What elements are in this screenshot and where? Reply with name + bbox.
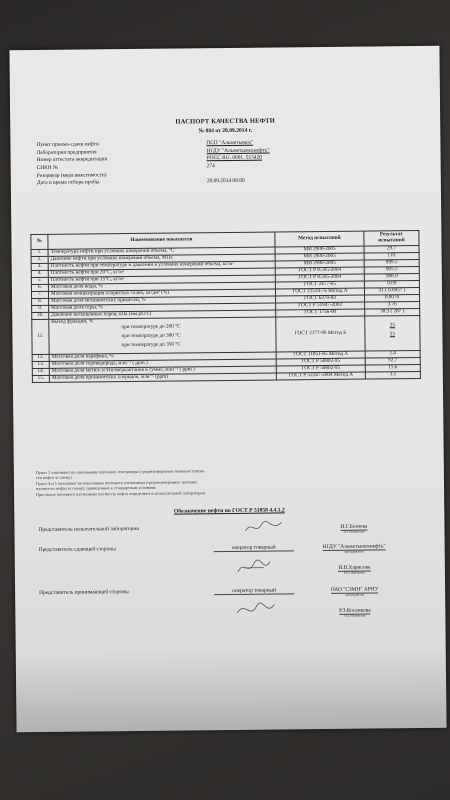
row-method: ГОСТ 21534-76 Метод А bbox=[275, 288, 364, 296]
yield-result: 25 bbox=[389, 330, 396, 337]
row-number: 15. bbox=[32, 375, 49, 382]
row-name: Массовая доля парафина, % bbox=[49, 352, 276, 361]
yield-line: при температуре до 200 °С bbox=[121, 323, 181, 331]
row-result: 3.76 bbox=[365, 301, 420, 309]
row-number: 12. bbox=[32, 354, 49, 361]
signature-label: Представитель сдающей стороны bbox=[38, 546, 116, 553]
page-shadow bbox=[16, 648, 447, 732]
row-number: 1. bbox=[31, 249, 48, 256]
row-name: Массовая доля воды, % bbox=[48, 282, 275, 291]
signature-org-text: ОАО "СЗМН" АРНУ bbox=[330, 586, 379, 593]
signature-name-text: И.В.Харисова bbox=[338, 564, 371, 571]
row-method: ГОСТ Р 8.595-2004 bbox=[275, 267, 364, 275]
document-page bbox=[9, 46, 446, 732]
signature-role: оператор товарный bbox=[214, 544, 294, 552]
row-result: 15.6 bbox=[365, 364, 420, 372]
row-method: ГОСТ 11851-85 Метод А bbox=[276, 351, 365, 359]
row-number: 11. bbox=[32, 319, 49, 354]
signature-supplier bbox=[38, 543, 429, 554]
row-name: Давление нефти при условиях измерений объема, МПа bbox=[48, 254, 275, 263]
meta-value: ПСП "Альметьевск" bbox=[206, 139, 254, 147]
row-name: Плотность нефти при температуре и давлении в условиях измерений объема, кг/м³ bbox=[48, 261, 275, 270]
signature-name-text: Н.Г.Безиева bbox=[340, 523, 368, 530]
row-number: 10. bbox=[32, 312, 49, 319]
meta-value: 274 bbox=[206, 163, 215, 170]
row-name: Массовая доля механических примесей, % bbox=[49, 296, 276, 305]
row-number: 7. bbox=[31, 291, 48, 298]
table-body bbox=[32, 350, 420, 382]
row-number: 4. bbox=[31, 270, 48, 277]
oil-classification: Обозначение нефти по ГОСТ Р 51858 4.4.1.2 bbox=[173, 507, 285, 515]
row-number: 14. bbox=[32, 368, 49, 375]
yield-results bbox=[367, 323, 417, 351]
signature-name-text: Р.З.Косенкова bbox=[339, 607, 371, 614]
meta-label: СИКН № bbox=[36, 164, 59, 172]
quality-table bbox=[30, 230, 421, 383]
table-row bbox=[32, 315, 420, 354]
row-method: ГОСТ Р 50802-95 bbox=[276, 358, 365, 366]
row-method: МИ 2900-2005 bbox=[275, 246, 364, 254]
note-line: сти нефти за смену). bbox=[35, 475, 73, 481]
row-result: 1.01 bbox=[364, 252, 419, 260]
signature-name bbox=[306, 523, 401, 534]
row-result: 31 ( 0.0057 ) bbox=[364, 287, 419, 295]
row-number: 5. bbox=[31, 277, 48, 284]
yield-line: при температуре до 300 °С bbox=[121, 332, 181, 340]
signature-receiver bbox=[39, 586, 429, 597]
meta-label: Резервуар (мера вместимости) bbox=[36, 172, 107, 179]
row-method: ГОСТ 6370-83 bbox=[276, 295, 365, 303]
signature-scribble bbox=[234, 556, 274, 578]
row-name bbox=[49, 317, 276, 354]
yield-result: 25 bbox=[389, 321, 395, 328]
row-method: ГОСТ Р 50802-95 bbox=[276, 365, 365, 373]
row-method: МИ 2900-2005 bbox=[275, 253, 364, 261]
row-result: 908.9 bbox=[364, 273, 419, 281]
row-result: 92.7 bbox=[365, 357, 420, 365]
meta-block bbox=[36, 138, 416, 188]
document-subtitle: № 884 от 28.09.2014 г. bbox=[198, 127, 253, 135]
row-method: ГОСТ 1756-00 bbox=[276, 309, 365, 317]
col-header-result: Результат испытаний bbox=[364, 230, 419, 246]
row-number: 13. bbox=[32, 361, 49, 368]
meta-label: Лаборатория предприятия bbox=[36, 149, 97, 156]
signature-label: Представитель принимающей стороны bbox=[39, 589, 129, 596]
row-result: 2.4 bbox=[365, 350, 420, 358]
signature-caption: предприятие bbox=[344, 549, 364, 554]
note-line: При отказе поточного плотномера плотность нефти определяют в испытательной лаборатории. bbox=[36, 490, 207, 497]
row-result: 905.5 bbox=[364, 266, 419, 274]
signature-name bbox=[307, 564, 402, 575]
row-result bbox=[365, 315, 420, 351]
col-header-number: № bbox=[31, 234, 48, 249]
row-method: ГОСТ 2177-99 Метод Б bbox=[276, 316, 365, 352]
note-line: Пункт 4 и 5 заполняют по показаниям поточного плотномера (среднеизмеренное значение bbox=[35, 479, 198, 486]
row-name: Массовая доля метил- и этилмеркаптанов в сумме, млн⁻¹ ( ppm ) bbox=[49, 366, 276, 375]
signature-org bbox=[307, 543, 402, 554]
row-result: 899.5 bbox=[364, 259, 419, 267]
yield-result bbox=[368, 341, 418, 351]
row-name: Массовая доля органических хлоридов, млн⁻¹ (ppm) bbox=[49, 373, 276, 382]
signature-name bbox=[307, 607, 402, 618]
row-name: Массовая доля серы, % bbox=[49, 303, 276, 312]
signature-caption: И.О.Фамилия bbox=[343, 570, 365, 575]
meta-label: Пункт приема-сдачи нефти bbox=[36, 141, 99, 148]
signature-scribble bbox=[243, 518, 283, 536]
meta-value: РОСС RU. 0001. 515420 bbox=[206, 155, 263, 162]
row-method: ГОСТ Р 51947-2002 bbox=[276, 302, 365, 310]
row-method: МИ 2900-2005 bbox=[275, 260, 364, 268]
row-result: 0.0070 bbox=[365, 294, 420, 302]
yield-title: Выход фракций, % bbox=[51, 318, 94, 326]
signature-caption: И.О.Фамилия bbox=[344, 613, 366, 618]
row-method: ГОСТ Р 8.595-2004 bbox=[275, 274, 364, 282]
meta-label: Дата и время отбора пробы bbox=[36, 179, 100, 187]
row-method: ГОСТ 2477-65 bbox=[275, 281, 364, 289]
meta-label: Номер аттестата аккредитации bbox=[36, 156, 108, 164]
row-method: ГОСТ Р 52247-2004 Метод А bbox=[276, 372, 365, 380]
note-line: Пункт 3 заполняют по показаниям поточного плотномера (среднеизмеренное значение плотно- bbox=[35, 468, 206, 476]
row-result: 29.7 bbox=[364, 245, 419, 253]
signature-lab bbox=[38, 523, 428, 535]
row-number: 6. bbox=[31, 284, 48, 291]
signature-caption: предприятие bbox=[344, 592, 365, 597]
yield-lines bbox=[51, 324, 273, 353]
row-number: 2. bbox=[31, 256, 48, 263]
row-number: 8. bbox=[32, 298, 49, 305]
row-name: Плотность нефти при 20°С, кг/м³ bbox=[48, 268, 275, 277]
row-result: 0.09 bbox=[364, 280, 419, 288]
signature-org-text: НГДУ "Альметьевскнефть" bbox=[322, 543, 386, 551]
signature-scribble bbox=[234, 598, 278, 620]
col-header-method: Метод испытаний bbox=[275, 231, 364, 247]
note-line: плотности нефти за смену), приведенные к стандартным условиям. bbox=[36, 485, 157, 492]
row-result: 38.3 ( 287 ) bbox=[365, 308, 420, 316]
signature-supplier-person bbox=[39, 564, 429, 575]
document-title: ПАСПОРТ КАЧЕСТВА НЕФТИ bbox=[175, 117, 276, 126]
table-body bbox=[31, 245, 420, 319]
signature-receiver-person bbox=[39, 607, 429, 618]
meta-value: 28.09.2014 08:00 bbox=[206, 178, 245, 185]
row-name: Массовая доля сероводорода, млн⁻¹ ( ppm ) bbox=[49, 359, 276, 368]
notes-block bbox=[36, 467, 366, 498]
meta-value: НГДУ "Альметьевскнефть" bbox=[206, 147, 270, 154]
yield-line: при температуре до 350 °С bbox=[121, 341, 181, 349]
row-name: Температура нефти при условиях измерений объема, °С bbox=[48, 247, 275, 256]
row-result: 3.5 bbox=[365, 371, 420, 379]
row-name: Массовая концентрация хлористых солей, мг/дм³ (%) bbox=[48, 289, 275, 298]
row-number: 3. bbox=[31, 263, 48, 270]
signature-label: Представитель испытательной лаборатории bbox=[38, 525, 140, 533]
col-header-name: Наименование показателя bbox=[48, 232, 275, 249]
signature-org bbox=[307, 586, 402, 597]
row-name: Давление насыщенных паров, кПа (мм рт.ст.) bbox=[49, 310, 276, 319]
row-number: 9. bbox=[32, 305, 49, 312]
signature-role: оператор товарный bbox=[214, 587, 294, 595]
row-name: Плотность нефти при 15°С, кг/м³ bbox=[48, 275, 275, 284]
yield-section bbox=[32, 315, 420, 354]
signature-caption: И.О.Фамилия bbox=[343, 529, 365, 535]
